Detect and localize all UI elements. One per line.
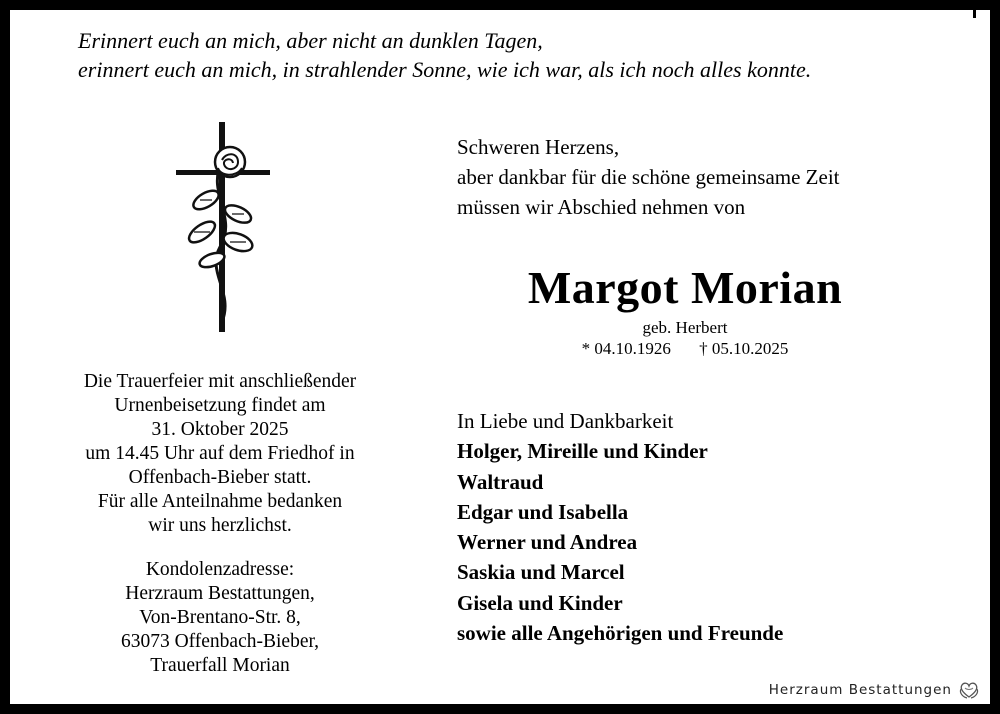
service-line: Offenbach-Bieber statt. xyxy=(128,467,312,488)
motto-line-2: erinnert euch an mich, in strahlender Sonne, wie ich war, als ich noch alles konnte. xyxy=(78,57,812,82)
service-line: Für alle Anteilnahme bedanken xyxy=(97,491,343,512)
service-line: Urnenbeisetzung findet am xyxy=(114,395,326,416)
cross-with-rose-icon xyxy=(176,122,270,332)
corner-mark xyxy=(973,10,976,18)
condolence-line: Von-Brentano-Str. 8, xyxy=(139,607,301,628)
mourner-name: Waltraud xyxy=(457,469,544,494)
footer-brand xyxy=(769,680,980,700)
birth-date: * 04.10.1926 xyxy=(581,339,671,358)
intro-line-2: aber dankbar für die schöne gemeinsame Zeit xyxy=(457,165,840,189)
mourners-intro: In Liebe und Dankbarkeit xyxy=(457,409,674,433)
intro-line-3: müssen wir Abschied nehmen von xyxy=(457,195,746,219)
mourner-name: Edgar und Isabella xyxy=(457,499,629,524)
mourner-name: Saskia und Marcel xyxy=(457,560,625,585)
service-line: wir uns herzlichst. xyxy=(148,515,292,536)
mourners-list xyxy=(457,406,783,648)
condolence-line: Trauerfall Morian xyxy=(150,655,290,676)
motto-line-1: Erinnert euch an mich, aber nicht an dunklen Tagen, xyxy=(78,28,543,53)
death-date: † 05.10.2025 xyxy=(699,339,789,358)
brand-name: Herzraum Bestattungen xyxy=(768,682,952,698)
deceased-block xyxy=(450,260,920,360)
condolence-line: Herzraum Bestattungen, xyxy=(125,583,315,604)
condolence-line: 63073 Offenbach-Bieber, xyxy=(120,631,320,652)
intro-line-1: Schweren Herzens, xyxy=(457,135,620,159)
service-date: 31. Oktober 2025 xyxy=(151,419,289,440)
life-dates xyxy=(450,338,920,360)
service-info xyxy=(30,370,410,678)
service-line: um 14.45 Uhr auf dem Friedhof in xyxy=(85,443,355,464)
condolence-label: Kondolenzadresse: xyxy=(145,559,295,580)
motto-quote xyxy=(78,26,811,84)
service-line: Die Trauerfeier mit anschließender xyxy=(83,371,357,392)
intro-text xyxy=(457,132,840,222)
deceased-name: Margot Morian xyxy=(527,262,843,313)
mourner-name: Holger, Mireille und Kinder xyxy=(457,439,708,464)
mourner-name: Gisela und Kinder xyxy=(457,590,623,615)
mourner-name: Werner und Andrea xyxy=(457,530,638,555)
mourner-name: sowie alle Angehörigen und Freunde xyxy=(457,621,784,646)
heart-hands-icon xyxy=(958,680,980,700)
birth-name: geb. Herbert xyxy=(642,318,728,337)
